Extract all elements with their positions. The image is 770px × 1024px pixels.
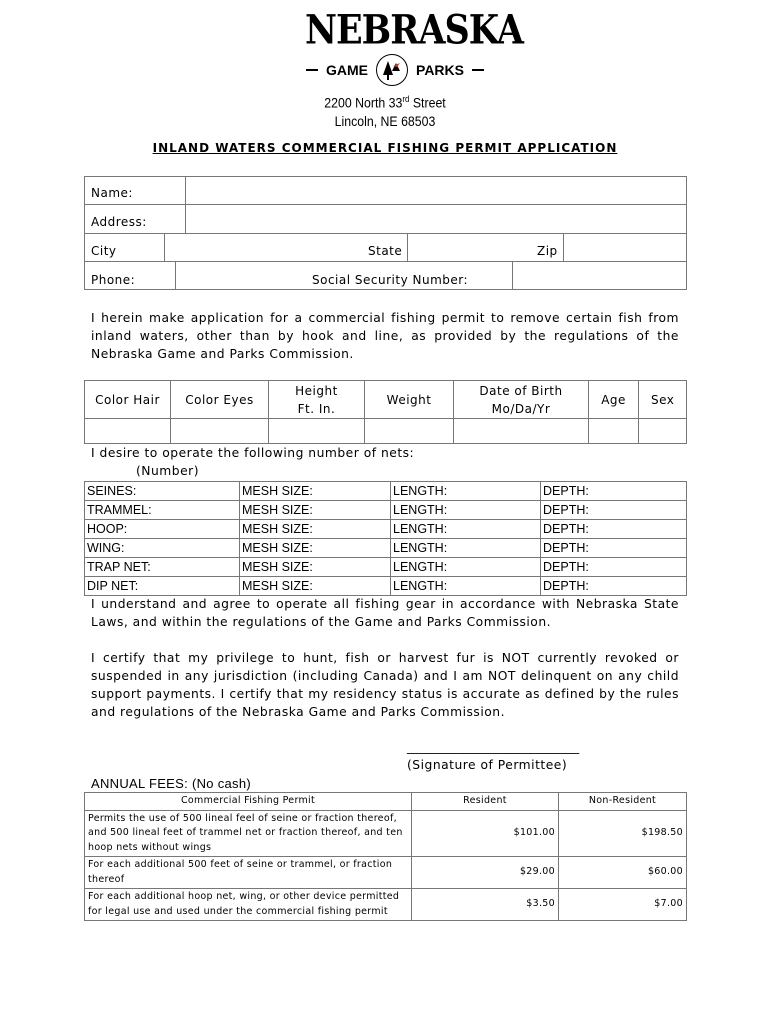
length-field[interactable]: LENGTH: <box>391 577 541 596</box>
fee-nonresident: $7.00 <box>559 889 687 921</box>
intro-paragraph: I herein make application for a commercial fishing permit to remove certain fish from inland waters, other than by hook and line, as provided by the regulations of the Nebraska Game and Parks Commission. <box>91 311 679 361</box>
fee-description: Permits the use of 500 lineal feel of seine or fraction thereof, and 500 lineal feet of trammel net or fraction thereof, and ten hoop nets without wings <box>85 810 412 857</box>
mesh-size-field[interactable]: MESH SIZE: <box>240 482 391 501</box>
color-hair-field[interactable] <box>85 419 171 444</box>
net-row <box>85 577 687 596</box>
logo-sub-left: GAME <box>326 62 369 78</box>
depth-field[interactable]: DEPTH: <box>541 558 687 577</box>
certification-paragraph: I certify that my privilege to hunt, fish or harvest fur is NOT currently revoked or suspended in any jurisdiction (including Canada) and I am NOT delinquent on any child support payments. I certify that my residency status is accurate as defined by the rules and regulations of the Nebraska Game and Parks Commission. <box>91 651 679 719</box>
height-field[interactable] <box>268 419 364 444</box>
depth-field[interactable]: DEPTH: <box>541 520 687 539</box>
net-type: WING: <box>85 539 240 558</box>
fee-row <box>85 889 687 921</box>
fee-resident: $101.00 <box>412 810 559 857</box>
state-label: State <box>368 244 403 258</box>
net-type: SEINES: <box>85 482 240 501</box>
color-eyes-header: Color Eyes <box>171 381 269 419</box>
color-hair-header: Color Hair <box>85 381 171 419</box>
length-field[interactable]: LENGTH: <box>391 482 541 501</box>
nets-number-note: (Number) <box>136 464 199 478</box>
mesh-size-field[interactable]: MESH SIZE: <box>240 501 391 520</box>
weight-field[interactable] <box>364 419 453 444</box>
depth-field[interactable]: DEPTH: <box>541 482 687 501</box>
length-field[interactable]: LENGTH: <box>391 501 541 520</box>
length-field[interactable]: LENGTH: <box>391 520 541 539</box>
sex-header: Sex <box>639 381 687 419</box>
zip-field[interactable] <box>565 235 685 260</box>
net-type: HOOP: <box>85 520 240 539</box>
agreement-paragraph: I understand and agree to operate all fishing gear in accordance with Nebraska State Laws, and within the regulations of the Game and Parks Commission. <box>91 597 679 629</box>
depth-field[interactable]: DEPTH: <box>541 501 687 520</box>
ssn-field[interactable] <box>514 263 685 289</box>
fee-description: For each additional 500 feet of seine or trammel, or fraction thereof <box>85 857 412 889</box>
color-eyes-field[interactable] <box>171 419 269 444</box>
logo-brand-text: NEBRASKA <box>305 6 523 55</box>
net-type: DIP NET: <box>85 577 240 596</box>
form-title: INLAND WATERS COMMERCIAL FISHING PERMIT APPLICATION <box>152 141 618 155</box>
mesh-size-field[interactable]: MESH SIZE: <box>240 539 391 558</box>
physical-description-table <box>84 380 687 444</box>
agency-logo <box>305 6 523 94</box>
net-type: TRAP NET: <box>85 558 240 577</box>
dob-field[interactable] <box>454 419 589 444</box>
fee-row <box>85 810 687 857</box>
length-field[interactable]: LENGTH: <box>391 539 541 558</box>
tree-bird-emblem-icon <box>376 54 408 86</box>
fees-col-nonresident: Non-Resident <box>559 793 687 811</box>
ssn-label: Social Security Number: <box>312 273 469 287</box>
fee-nonresident: $198.50 <box>559 810 687 857</box>
annual-fees-heading: ANNUAL FEES: (No cash) <box>91 776 251 791</box>
fee-resident: $29.00 <box>412 857 559 889</box>
signature-line[interactable]: ____________________________ <box>407 740 580 754</box>
net-row <box>85 520 687 539</box>
sex-field[interactable] <box>639 419 687 444</box>
logo-sub-right: PARKS <box>416 62 464 78</box>
name-field[interactable] <box>187 178 685 203</box>
fee-resident: $3.50 <box>412 889 559 921</box>
age-field[interactable] <box>588 419 639 444</box>
fee-description: For each additional hoop net, wing, or other device permitted for legal use and used under the commercial fishing permit <box>85 889 412 921</box>
height-header: Height Ft. In. <box>268 381 364 419</box>
mesh-size-field[interactable]: MESH SIZE: <box>240 520 391 539</box>
net-row <box>85 482 687 501</box>
address-field[interactable] <box>187 206 685 232</box>
fee-row <box>85 857 687 889</box>
address-label: Address: <box>91 215 147 229</box>
length-field[interactable]: LENGTH: <box>391 558 541 577</box>
net-type: TRAMMEL: <box>85 501 240 520</box>
nets-intro: I desire to operate the following number of nets: <box>91 446 415 460</box>
net-row <box>85 501 687 520</box>
fees-col-resident: Resident <box>412 793 559 811</box>
age-header: Age <box>588 381 639 419</box>
signature-label: (Signature of Permittee) <box>407 758 568 772</box>
phone-label: Phone: <box>91 273 136 287</box>
name-label: Name: <box>91 186 133 200</box>
net-row <box>85 539 687 558</box>
net-row <box>85 558 687 577</box>
fees-col-permit: Commercial Fishing Permit <box>85 793 412 811</box>
weight-header: Weight <box>364 381 453 419</box>
nets-table <box>84 481 687 596</box>
agency-address: 2200 North 33rd Street Lincoln, NE 68503 <box>324 94 446 129</box>
annual-fees-table <box>84 792 687 921</box>
dob-header: Date of Birth Mo/Da/Yr <box>454 381 589 419</box>
zip-label: Zip <box>537 244 558 258</box>
mesh-size-field[interactable]: MESH SIZE: <box>240 577 391 596</box>
depth-field[interactable]: DEPTH: <box>541 577 687 596</box>
mesh-size-field[interactable]: MESH SIZE: <box>240 558 391 577</box>
fee-nonresident: $60.00 <box>559 857 687 889</box>
city-label: City <box>91 244 117 258</box>
depth-field[interactable]: DEPTH: <box>541 539 687 558</box>
